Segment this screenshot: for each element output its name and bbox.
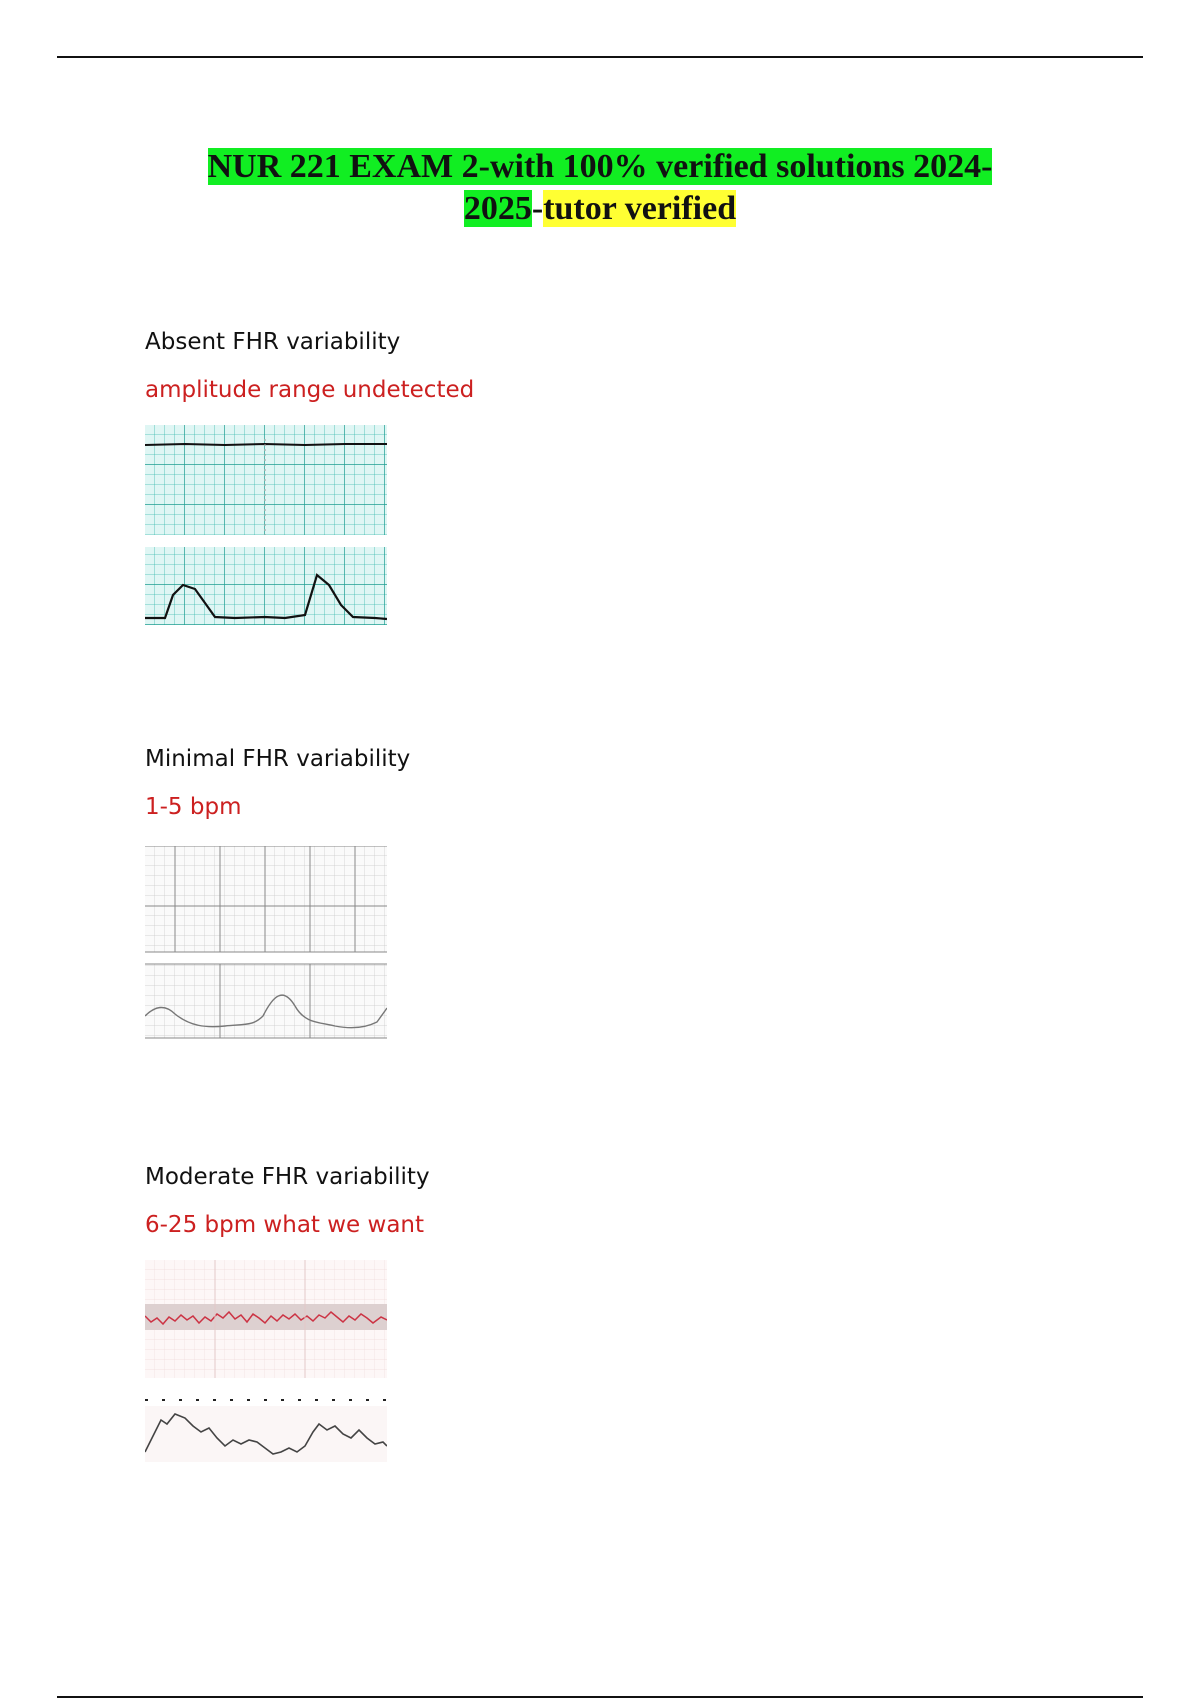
- document-title: [0, 146, 1200, 230]
- card-definition-minimal: 1-5 bpm: [145, 794, 242, 820]
- title-highlight-green: NUR 221 EXAM 2-with 100% verified solutions 2024-: [207, 148, 993, 185]
- card-definition-moderate: 6-25 bpm what we want: [145, 1212, 425, 1238]
- title-highlight-yellow: tutor verified: [543, 190, 737, 227]
- fhr-strip-absent: [145, 425, 387, 627]
- title-dash: -: [531, 190, 544, 227]
- card-term-minimal: Minimal FHR variability: [145, 746, 411, 772]
- card-definition-absent: amplitude range undetected: [145, 377, 475, 403]
- fhr-strip-minimal: [145, 846, 387, 1040]
- card-term-absent: Absent FHR variability: [145, 329, 401, 355]
- header-rule: [57, 56, 1143, 58]
- title-highlight-green-year: 2025: [463, 190, 532, 227]
- footer-rule: [57, 1696, 1143, 1698]
- card-term-moderate: Moderate FHR variability: [145, 1164, 430, 1190]
- fhr-strip-moderate: [145, 1260, 387, 1464]
